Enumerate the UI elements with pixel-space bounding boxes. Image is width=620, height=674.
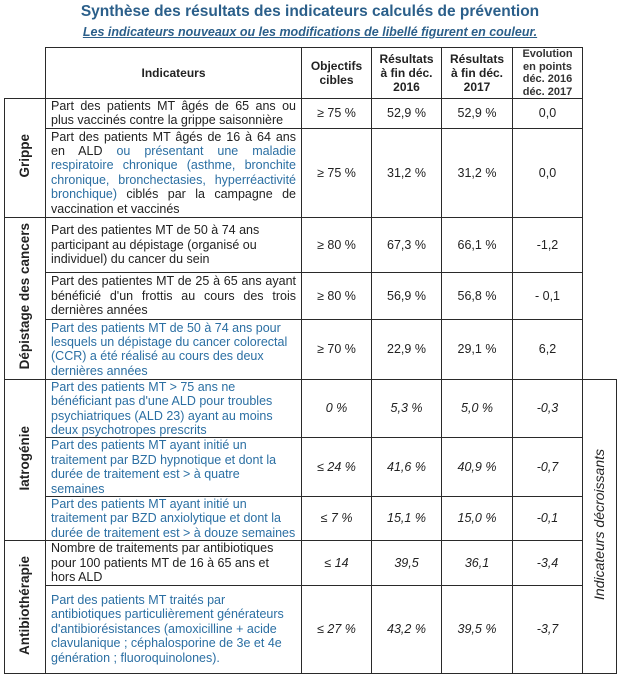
side-blank [583, 217, 617, 272]
indicator-text: Part des patients MT de 50 à 74 ans pour lesquels un dépistage du cancer colorectal (CCR) a été réalisé au cours des deux dernières années [46, 319, 302, 379]
indicator-text: Part des patients MT > 75 ans ne bénéficiant pas d'une ALD pour troubles psychiatriques (ALD 23) ayant au moins deux psychotropes prescrits [46, 379, 302, 438]
result-2016-cell: 67,3 % [372, 217, 442, 272]
header-resultats-2016: Résultats à fin déc. 2016 [372, 48, 442, 99]
category-grippe [5, 99, 46, 218]
result-2017-cell: 31,2 % [442, 128, 513, 217]
indicators-table [4, 47, 617, 674]
evolution-cell: 0,0 [513, 99, 583, 129]
objectif-cell: ≤ 24 % [302, 438, 372, 497]
result-2016-cell: 22,9 % [372, 319, 442, 379]
result-2016-cell: 5,3 % [372, 379, 442, 438]
header-resultats-2017: Résultats à fin déc. 2017 [442, 48, 513, 99]
indicator-text-part: Part des patients MT âgés de 16 à 64 ans en ALD [51, 129, 296, 158]
objectif-cell: ≤ 27 % [302, 585, 372, 673]
indicator-text: Part des patients MT traités par antibiotiques particulièrement générateurs d'antibiorésistances (amoxicilline + acide clavulanique ; céphalosporine de 3e et 4e génération ; fluoroquinolones). [46, 585, 302, 673]
result-2017-cell: 66,1 % [442, 217, 513, 272]
result-2017-cell: 39,5 % [442, 585, 513, 673]
indicator-text [46, 99, 302, 129]
result-2016-cell: 31,2 % [372, 128, 442, 217]
result-2017-cell: 29,1 % [442, 319, 513, 379]
evolution-cell: -0,7 [513, 438, 583, 497]
result-2016-cell: 39,5 [372, 541, 442, 585]
header-side-blank [583, 48, 617, 99]
result-2016-cell: 52,9 % [372, 99, 442, 129]
table-row [5, 217, 617, 272]
evolution-cell: -0,1 [513, 497, 583, 541]
table-header-row [5, 48, 617, 99]
result-2017-cell: 56,8 % [442, 272, 513, 319]
result-2016-cell: 15,1 % [372, 497, 442, 541]
category-label: Iatrogénie [16, 426, 32, 491]
indicator-text: Nombre de traitements par antibiotiques pour 100 patients MT de 16 à 65 ans et hors ALD [46, 541, 302, 585]
objectif-cell: ≥ 70 % [302, 319, 372, 379]
objectif-cell: ≥ 75 % [302, 99, 372, 129]
result-2017-cell: 40,9 % [442, 438, 513, 497]
indicator-text-part: ciblés par la campagne de vaccination et vaccinés [51, 187, 296, 216]
result-2016-cell: 41,6 % [372, 438, 442, 497]
document-title: Synthèse des résultats des indicateurs calculés de prévention [80, 3, 540, 20]
result-2016-cell: 56,9 % [372, 272, 442, 319]
indicator-text: Part des patientes MT de 25 à 65 ans ayant bénéficié d'un frottis au cours des trois dernières années [46, 272, 302, 319]
document-subtitle: Les indicateurs nouveaux ou les modifications de libellé figurent en couleur. [82, 25, 538, 39]
side-blank [583, 128, 617, 217]
objectif-cell: ≥ 80 % [302, 272, 372, 319]
header-indicateurs: Indicateurs [46, 48, 302, 99]
result-2017-cell: 36,1 [442, 541, 513, 585]
table-row [5, 319, 617, 379]
table-row [5, 379, 617, 438]
table-row [5, 272, 617, 319]
result-2016-cell: 43,2 % [372, 585, 442, 673]
objectif-cell: ≤ 14 [302, 541, 372, 585]
objectif-cell: 0 % [302, 379, 372, 438]
objectif-cell: ≤ 7 % [302, 497, 372, 541]
evolution-cell: -3,4 [513, 541, 583, 585]
objectif-cell: ≥ 80 % [302, 217, 372, 272]
objectif-cell: ≥ 75 % [302, 128, 372, 217]
indicator-text-part: Part des patients MT âgés de 65 ans ou plus vaccinés contre la grippe saisonnière [51, 99, 296, 128]
table-row [5, 541, 617, 585]
evolution-cell: 0,0 [513, 128, 583, 217]
category-iatrogenie [5, 379, 46, 540]
category-antibiotherapie [5, 541, 46, 673]
table-row [5, 497, 617, 541]
side-blank [583, 272, 617, 319]
indicator-text: Part des patientes MT de 50 à 74 ans participant au dépistage (organisé ou individuel) du cancer du sein [46, 217, 302, 272]
side-blank [583, 319, 617, 379]
header-evolution: Evolution en points déc. 2016 déc. 2017 [513, 48, 583, 99]
evolution-cell: -0,3 [513, 379, 583, 438]
indicator-text: Part des patients MT ayant initié un traitement par BZD hypnotique et dont la durée de traitement est > à quatre semaines [46, 438, 302, 497]
category-label: Dépistage des cancers [16, 223, 32, 370]
indicator-text-highlight: ou présentant une maladie respiratoire chronique (asthme, bronchite chronique, bronchectasies, hyperréactivité bronchique) [51, 144, 296, 202]
category-depistage [5, 217, 46, 379]
evolution-cell: - 0,1 [513, 272, 583, 319]
side-label-indicateurs-decroissants [583, 379, 617, 673]
indicator-text: Part des patients MT ayant initié un traitement par BZD anxiolytique et dont la durée de traitement est > à douze semaines [46, 497, 302, 541]
evolution-cell: -3,7 [513, 585, 583, 673]
result-2017-cell: 5,0 % [442, 379, 513, 438]
table-row [5, 128, 617, 217]
evolution-cell: -1,2 [513, 217, 583, 272]
result-2017-cell: 52,9 % [442, 99, 513, 129]
table-row [5, 438, 617, 497]
category-label: Grippe [16, 134, 32, 178]
side-label-text: Indicateurs décroissants [591, 449, 608, 601]
indicator-text [46, 128, 302, 217]
result-2017-cell: 15,0 % [442, 497, 513, 541]
table-row [5, 585, 617, 673]
category-label: Antibiothérapie [16, 555, 32, 655]
header-blank [5, 48, 46, 99]
table-row [5, 99, 617, 129]
header-objectifs: Objectifs cibles [302, 48, 372, 99]
evolution-cell: 6,2 [513, 319, 583, 379]
side-blank [583, 99, 617, 129]
